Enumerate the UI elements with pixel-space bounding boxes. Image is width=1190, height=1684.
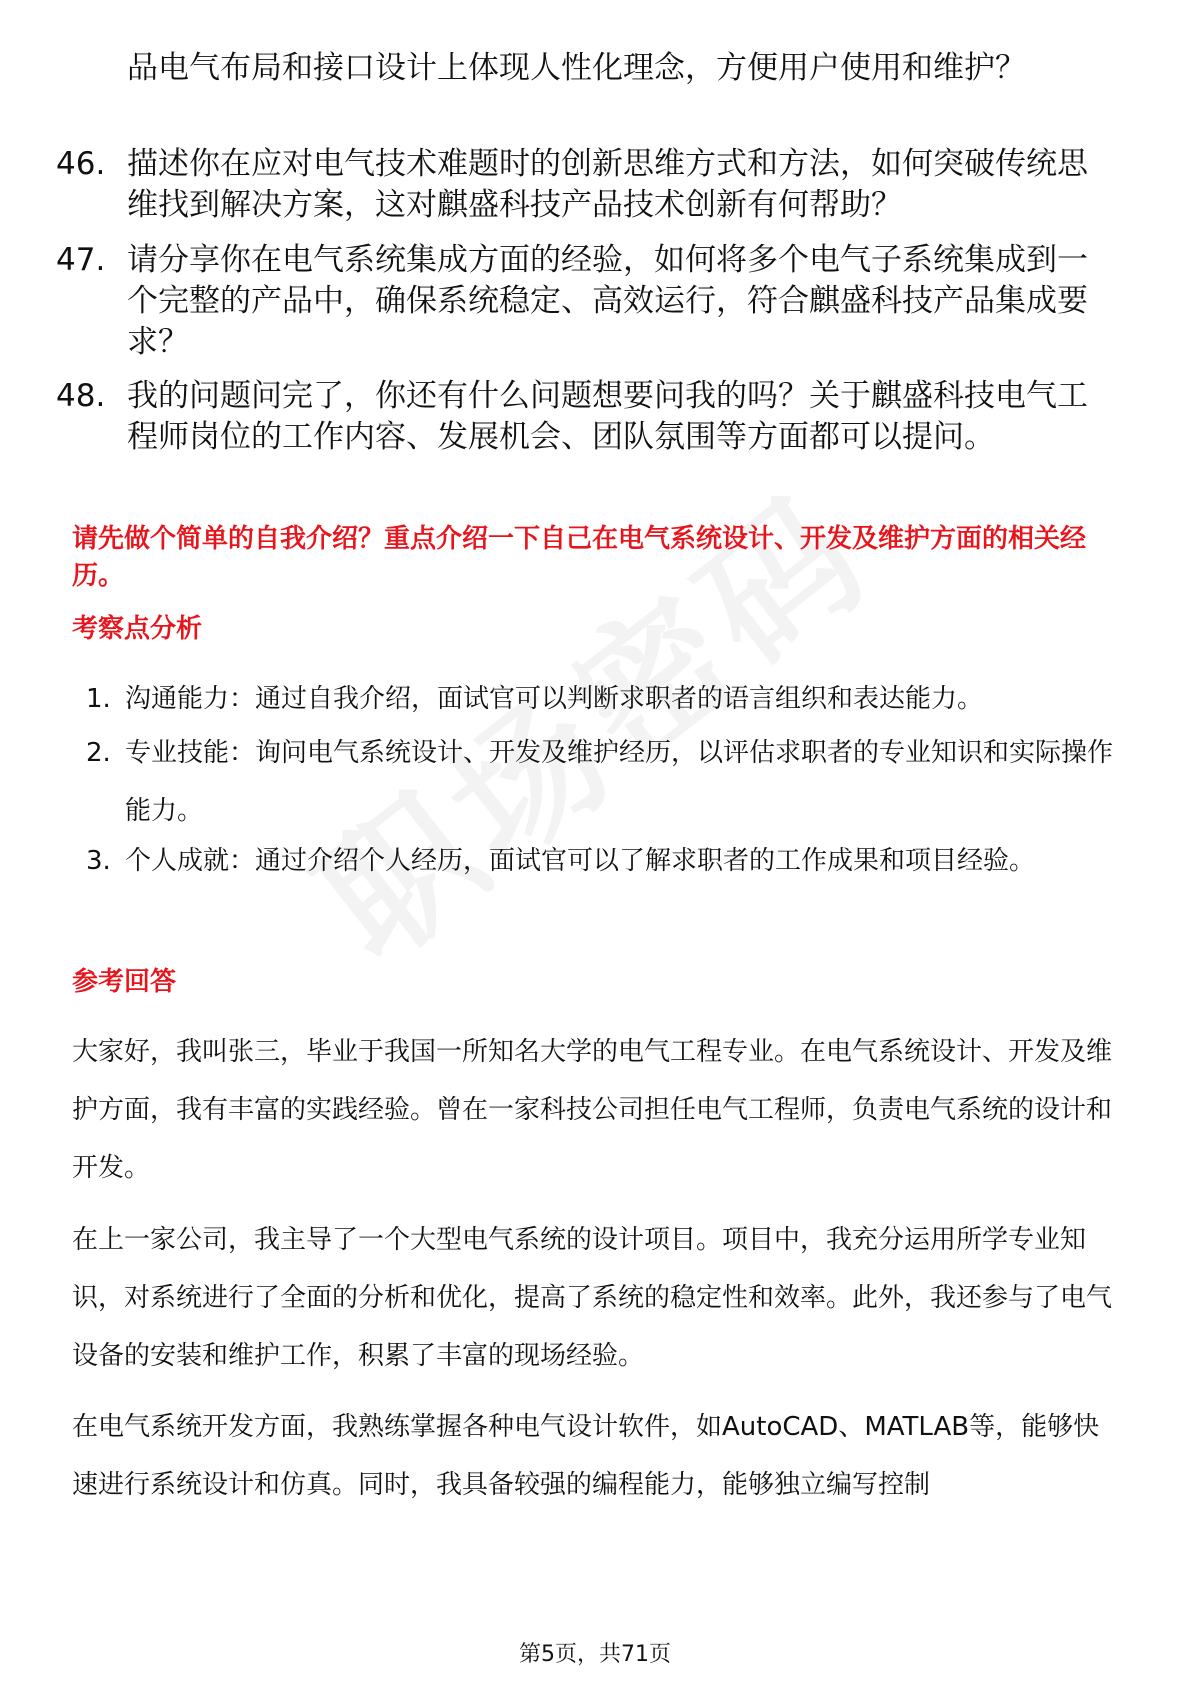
question-number: 47. xyxy=(56,242,106,278)
analysis-item-text: 专业技能：询问电气系统设计、开发及维护经历，以评估求职者的专业知识和实际操作能力。 xyxy=(125,738,1114,826)
section-title: 请先做个简单的自我介绍？重点介绍一下自己在电气系统设计、开发及维护方面的相关经历。 xyxy=(72,524,1087,591)
question-text: 请分享你在电气系统集成方面的经验，如何将多个电气子系统集成到一个完整的产品中，确保系统稳定、高效运行，符合麒盛科技产品集成要求？ xyxy=(127,242,1088,360)
analysis-item-number: 2. xyxy=(86,738,111,768)
analysis-item-number: 1. xyxy=(86,684,111,714)
answer-heading: 参考回答 xyxy=(72,967,177,997)
answer-paragraph: 在电气系统开发方面，我熟练掌握各种电气设计软件，如AutoCAD、MATLAB等，能够快速进行系统设计和仿真。同时，我具备较强的编程能力，能够独立编写控制 xyxy=(72,1412,1100,1500)
question-number: 48. xyxy=(56,378,106,414)
answer-paragraph: 大家好，我叫张三，毕业于我国一所知名大学的电气工程专业。在电气系统设计、开发及维护方面，我有丰富的实践经验。曾在一家科技公司担任电气工程师，负责电气系统的设计和开发。 xyxy=(72,1037,1113,1183)
question-number: 46. xyxy=(56,146,106,182)
question-text: 描述你在应对电气技术难题时的创新思维方式和方法，如何突破传统思维找到解决方案，这对麒盛科技产品技术创新有何帮助？ xyxy=(127,146,1088,223)
question-text: 品电气布局和接口设计上体现人性化理念，方便用户使用和维护？ xyxy=(127,50,1026,86)
analysis-heading: 考察点分析 xyxy=(72,614,203,644)
page-footer: 第5页，共71页 xyxy=(519,1642,671,1667)
answer-paragraph: 在上一家公司，我主导了一个大型电气系统的设计项目。项目中，我充分运用所学专业知识，对系统进行了全面的分析和优化，提高了系统的稳定性和效率。此外，我还参与了电气设备的安装和维护工作，积累了丰富的现场经验。 xyxy=(72,1225,1113,1371)
question-text: 我的问题问完了，你还有什么问题想要问我的吗？关于麒盛科技电气工程师岗位的工作内容、发展机会、团队氛围等方面都可以提问。 xyxy=(127,378,1088,455)
analysis-item-text: 沟通能力：通过自我介绍，面试官可以判断求职者的语言组织和表达能力。 xyxy=(125,684,984,714)
analysis-item-number: 3. xyxy=(86,846,111,876)
analysis-item-text: 个人成就：通过介绍个人经历，面试官可以了解求职者的工作成果和项目经验。 xyxy=(125,846,1036,876)
